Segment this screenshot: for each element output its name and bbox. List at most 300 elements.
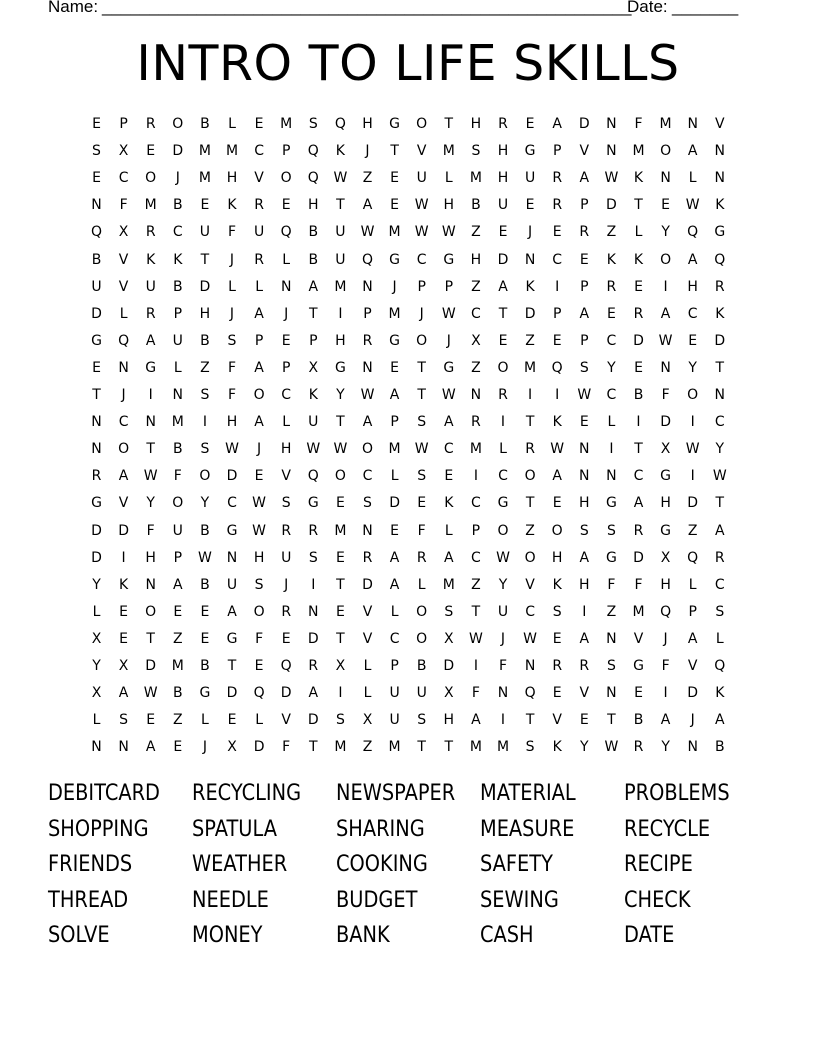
grid-letter[interactable]: R xyxy=(362,549,373,566)
grid-letter[interactable]: S xyxy=(335,712,345,729)
grid-letter[interactable]: H xyxy=(443,712,455,729)
grid-letter[interactable]: U xyxy=(226,576,238,593)
grid-letter[interactable]: J xyxy=(284,576,289,593)
grid-letter[interactable]: T xyxy=(715,495,725,512)
grid-letter[interactable]: D xyxy=(633,549,644,566)
grid-letter[interactable]: A xyxy=(579,170,590,187)
grid-letter[interactable]: X xyxy=(91,685,102,702)
grid-letter[interactable]: N xyxy=(660,170,671,187)
grid-letter[interactable]: C xyxy=(172,224,183,241)
grid-letter[interactable]: P xyxy=(254,332,264,349)
grid-letter[interactable]: E xyxy=(281,332,291,349)
grid-letter[interactable]: Z xyxy=(362,170,373,187)
grid-letter[interactable]: O xyxy=(145,170,157,187)
grid-letter[interactable]: T xyxy=(525,414,535,431)
grid-letter[interactable]: P xyxy=(417,278,426,295)
grid-letter[interactable]: K xyxy=(715,685,725,702)
grid-letter[interactable]: J xyxy=(257,441,262,458)
grid-letter[interactable]: E xyxy=(281,197,291,214)
grid-letter[interactable]: W xyxy=(360,224,375,241)
grid-letter[interactable]: I xyxy=(500,414,506,431)
grid-letter[interactable]: L xyxy=(228,278,236,295)
grid-letter[interactable]: D xyxy=(118,522,129,539)
grid-letter[interactable]: U xyxy=(308,414,319,431)
grid-letter[interactable]: L xyxy=(607,414,616,431)
grid-letter[interactable]: F xyxy=(282,739,291,756)
grid-letter[interactable]: H xyxy=(253,549,265,566)
grid-letter[interactable]: H xyxy=(687,278,698,295)
grid-letter[interactable]: A xyxy=(687,143,698,160)
grid-letter[interactable]: M xyxy=(334,739,347,756)
grid-letter[interactable]: U xyxy=(524,170,536,187)
grid-letter[interactable]: L xyxy=(282,251,291,268)
grid-letter[interactable]: Y xyxy=(336,387,345,403)
grid-letter[interactable]: O xyxy=(687,387,699,403)
grid-letter[interactable]: S xyxy=(254,576,264,593)
grid-letter[interactable]: R xyxy=(552,170,563,187)
grid-letter[interactable]: R xyxy=(308,658,319,674)
grid-letter[interactable]: P xyxy=(580,197,589,214)
grid-letter[interactable]: P xyxy=(281,143,291,160)
grid-letter[interactable]: C xyxy=(714,414,725,431)
grid-letter[interactable]: J xyxy=(202,739,207,756)
grid-letter[interactable]: U xyxy=(416,170,427,187)
grid-letter[interactable]: K xyxy=(633,170,644,187)
grid-letter[interactable]: E xyxy=(634,685,643,702)
grid-letter[interactable]: L xyxy=(715,630,724,647)
grid-letter[interactable]: B xyxy=(200,576,210,593)
grid-letter[interactable]: C xyxy=(498,468,508,485)
grid-letter[interactable]: J xyxy=(229,305,235,322)
grid-letter[interactable]: R xyxy=(606,278,617,295)
grid-letter[interactable]: E xyxy=(281,630,291,647)
grid-letter[interactable]: G xyxy=(660,468,672,485)
grid-letter[interactable]: I xyxy=(500,712,506,729)
grid-letter[interactable]: P xyxy=(552,143,562,160)
grid-letter[interactable]: W xyxy=(658,332,673,349)
grid-letter[interactable]: O xyxy=(253,387,265,403)
grid-letter[interactable]: F xyxy=(119,197,128,214)
grid-letter[interactable]: K xyxy=(308,387,318,403)
grid-letter[interactable]: A xyxy=(389,549,400,566)
grid-letter[interactable]: Q xyxy=(253,685,265,702)
grid-letter[interactable]: N xyxy=(172,387,184,403)
grid-letter[interactable]: F xyxy=(661,658,670,674)
grid-letter[interactable]: T xyxy=(146,630,155,647)
grid-letter[interactable]: A xyxy=(362,414,373,431)
grid-letter[interactable]: C xyxy=(281,387,292,403)
grid-letter[interactable]: P xyxy=(119,116,128,132)
grid-letter[interactable]: Y xyxy=(92,576,101,593)
grid-letter[interactable]: R xyxy=(579,658,590,674)
grid-letter[interactable]: I xyxy=(338,685,343,702)
grid-letter[interactable]: F xyxy=(227,359,237,376)
grid-letter[interactable]: N xyxy=(91,414,102,431)
grid-letter[interactable]: A xyxy=(715,712,725,729)
grid-letter[interactable]: U xyxy=(172,522,183,539)
grid-letter[interactable]: S xyxy=(471,143,481,160)
grid-letter[interactable]: N xyxy=(145,576,156,593)
grid-letter[interactable]: D xyxy=(389,495,400,512)
grid-letter[interactable]: W xyxy=(414,224,429,241)
grid-letter[interactable]: N xyxy=(226,549,238,566)
grid-letter[interactable]: Y xyxy=(580,739,589,756)
grid-letter[interactable]: C xyxy=(254,143,264,160)
grid-letter[interactable]: W xyxy=(252,495,267,512)
grid-letter[interactable]: U xyxy=(497,197,509,214)
grid-letter[interactable]: Z xyxy=(362,739,373,756)
grid-letter[interactable]: D xyxy=(714,332,726,349)
grid-letter[interactable]: M xyxy=(496,739,510,756)
grid-letter[interactable]: I xyxy=(555,387,560,403)
grid-letter[interactable]: T xyxy=(417,359,426,376)
grid-letter[interactable]: E xyxy=(634,278,643,295)
grid-letter[interactable]: W xyxy=(414,197,429,214)
grid-letter[interactable]: Q xyxy=(714,658,726,674)
grid-letter[interactable]: T xyxy=(525,712,535,729)
grid-letter[interactable]: N xyxy=(308,603,319,620)
grid-letter[interactable]: Z xyxy=(525,522,535,539)
grid-letter[interactable]: W xyxy=(577,387,592,403)
grid-letter[interactable]: V xyxy=(579,685,590,702)
grid-letter[interactable]: W xyxy=(143,685,158,702)
grid-letter[interactable]: M xyxy=(659,116,672,132)
grid-letter[interactable]: L xyxy=(444,170,453,187)
grid-letter[interactable]: L xyxy=(390,603,399,620)
grid-letter[interactable]: I xyxy=(690,414,695,431)
grid-letter[interactable]: H xyxy=(145,549,156,566)
grid-letter[interactable]: N xyxy=(687,739,698,756)
grid-letter[interactable]: D xyxy=(443,658,455,674)
grid-letter[interactable]: E xyxy=(552,685,562,702)
grid-letter[interactable]: Q xyxy=(118,332,130,349)
grid-letter[interactable]: C xyxy=(606,332,617,349)
grid-letter[interactable]: G xyxy=(389,251,401,268)
grid-letter[interactable]: O xyxy=(361,441,374,458)
grid-letter[interactable]: C xyxy=(416,251,427,268)
grid-letter[interactable]: P xyxy=(580,332,589,349)
grid-letter[interactable]: D xyxy=(91,305,102,322)
grid-letter[interactable]: D xyxy=(687,685,699,702)
grid-letter[interactable]: D xyxy=(199,278,211,295)
grid-letter[interactable]: H xyxy=(308,197,319,214)
grid-letter[interactable]: C xyxy=(118,414,129,431)
grid-letter[interactable]: A xyxy=(308,278,319,295)
grid-letter[interactable]: T xyxy=(336,630,345,647)
grid-letter[interactable]: S xyxy=(444,603,454,620)
grid-letter[interactable]: X xyxy=(660,549,671,566)
grid-letter[interactable]: Q xyxy=(280,658,292,674)
grid-letter[interactable]: C xyxy=(471,305,481,322)
grid-letter[interactable]: W xyxy=(604,170,619,187)
grid-letter[interactable]: D xyxy=(172,143,184,160)
grid-letter[interactable]: G xyxy=(605,549,617,566)
grid-letter[interactable]: A xyxy=(118,468,129,485)
grid-letter[interactable]: W xyxy=(468,630,483,647)
grid-letter[interactable]: V xyxy=(579,143,590,160)
grid-letter[interactable]: C xyxy=(633,468,644,485)
grid-letter[interactable]: O xyxy=(551,522,563,539)
grid-letter[interactable]: F xyxy=(417,522,426,539)
grid-letter[interactable]: R xyxy=(145,224,156,241)
grid-letter[interactable]: E xyxy=(92,170,101,187)
grid-letter[interactable]: A xyxy=(660,712,671,729)
grid-letter[interactable]: Q xyxy=(90,224,103,241)
grid-letter[interactable]: V xyxy=(525,576,535,593)
grid-letter[interactable]: X xyxy=(444,630,454,647)
grid-letter[interactable]: V xyxy=(281,712,291,729)
grid-letter[interactable]: J xyxy=(690,712,695,729)
grid-letter[interactable]: E xyxy=(119,630,129,647)
grid-letter[interactable]: R xyxy=(416,549,427,566)
grid-letter[interactable]: M xyxy=(524,359,537,376)
grid-letter[interactable]: V xyxy=(687,658,698,674)
grid-letter[interactable]: T xyxy=(715,359,725,376)
grid-letter[interactable]: T xyxy=(92,387,101,403)
grid-letter[interactable]: J xyxy=(365,143,370,160)
grid-letter[interactable]: H xyxy=(660,495,671,512)
grid-letter[interactable]: J xyxy=(284,305,289,322)
grid-letter[interactable]: O xyxy=(118,441,130,458)
grid-letter[interactable]: D xyxy=(497,251,509,268)
date-field-blank[interactable]: _______ xyxy=(672,0,739,16)
grid-letter[interactable]: C xyxy=(443,441,454,458)
grid-letter[interactable]: R xyxy=(633,739,644,756)
grid-letter[interactable]: B xyxy=(172,197,183,214)
grid-letter[interactable]: G xyxy=(605,495,617,512)
grid-letter[interactable]: M xyxy=(198,170,211,187)
grid-letter[interactable]: G xyxy=(389,116,401,132)
grid-letter[interactable]: N xyxy=(687,116,698,132)
grid-letter[interactable]: L xyxy=(363,658,372,674)
grid-letter[interactable]: E xyxy=(92,116,101,132)
grid-letter[interactable]: P xyxy=(390,414,399,431)
grid-letter[interactable]: A xyxy=(715,522,725,539)
grid-letter[interactable]: K xyxy=(335,143,345,160)
grid-letter[interactable]: B xyxy=(172,278,183,295)
grid-letter[interactable]: Z xyxy=(471,576,481,593)
grid-letter[interactable]: R xyxy=(145,305,156,322)
grid-letter[interactable]: F xyxy=(634,576,643,593)
grid-letter[interactable]: G xyxy=(633,658,644,674)
grid-letter[interactable]: E xyxy=(390,359,400,376)
grid-letter[interactable]: M xyxy=(171,658,184,674)
grid-letter[interactable]: I xyxy=(202,414,207,431)
grid-letter[interactable]: E xyxy=(227,712,237,729)
grid-letter[interactable]: T xyxy=(634,197,643,214)
grid-letter[interactable]: R xyxy=(471,414,481,431)
grid-letter[interactable]: E xyxy=(390,522,400,539)
grid-letter[interactable]: E xyxy=(552,630,562,647)
grid-letter[interactable]: A xyxy=(687,630,698,647)
grid-letter[interactable]: T xyxy=(309,305,318,322)
grid-letter[interactable]: O xyxy=(660,251,672,268)
grid-letter[interactable]: L xyxy=(363,685,372,702)
grid-letter[interactable]: A xyxy=(254,305,264,322)
grid-letter[interactable]: M xyxy=(280,116,293,132)
grid-letter[interactable]: Q xyxy=(334,116,346,132)
grid-letter[interactable]: N xyxy=(579,468,590,485)
grid-letter[interactable]: Z xyxy=(200,359,210,376)
grid-letter[interactable]: E xyxy=(552,224,562,241)
grid-letter[interactable]: M xyxy=(198,143,211,160)
grid-letter[interactable]: R xyxy=(254,251,264,268)
grid-letter[interactable]: L xyxy=(634,224,643,241)
grid-letter[interactable]: L xyxy=(255,278,263,295)
grid-letter[interactable]: F xyxy=(227,224,237,241)
grid-letter[interactable]: D xyxy=(226,468,238,485)
grid-letter[interactable]: N xyxy=(280,278,292,295)
grid-letter[interactable]: V xyxy=(715,116,725,132)
grid-letter[interactable]: E xyxy=(254,658,264,674)
grid-letter[interactable]: L xyxy=(200,712,209,729)
grid-letter[interactable]: G xyxy=(497,495,509,512)
grid-letter[interactable]: R xyxy=(714,278,725,295)
grid-letter[interactable]: Z xyxy=(471,278,481,295)
grid-letter[interactable]: P xyxy=(390,658,399,674)
grid-letter[interactable]: D xyxy=(145,658,157,674)
grid-letter[interactable]: O xyxy=(280,170,292,187)
grid-letter[interactable]: T xyxy=(634,441,643,458)
grid-letter[interactable]: P xyxy=(471,522,481,539)
grid-letter[interactable]: G xyxy=(443,359,455,376)
grid-letter[interactable]: X xyxy=(118,658,129,674)
grid-letter[interactable]: S xyxy=(281,495,291,512)
grid-letter[interactable]: Q xyxy=(660,603,672,620)
grid-letter[interactable]: E xyxy=(173,603,183,620)
grid-letter[interactable]: H xyxy=(362,116,373,132)
grid-letter[interactable]: Y xyxy=(92,658,101,674)
grid-letter[interactable]: O xyxy=(253,603,265,620)
grid-letter[interactable]: R xyxy=(362,332,373,349)
grid-letter[interactable]: K xyxy=(715,197,725,214)
grid-letter[interactable]: D xyxy=(633,332,644,349)
grid-letter[interactable]: P xyxy=(552,305,562,322)
grid-letter[interactable]: S xyxy=(525,739,535,756)
grid-letter[interactable]: K xyxy=(525,278,535,295)
grid-letter[interactable]: Q xyxy=(307,170,319,187)
grid-letter[interactable]: R xyxy=(633,522,644,539)
grid-letter[interactable]: W xyxy=(604,739,619,756)
grid-letter[interactable]: T xyxy=(444,739,454,756)
grid-letter[interactable]: I xyxy=(609,441,614,458)
grid-letter[interactable]: L xyxy=(444,522,453,539)
grid-letter[interactable]: U xyxy=(335,251,346,268)
grid-letter[interactable]: T xyxy=(309,739,318,756)
grid-letter[interactable]: S xyxy=(308,549,318,566)
grid-letter[interactable]: P xyxy=(688,603,697,620)
grid-letter[interactable]: H xyxy=(226,170,238,187)
grid-letter[interactable]: Y xyxy=(607,359,616,376)
grid-letter[interactable]: F xyxy=(146,522,155,539)
grid-letter[interactable]: U xyxy=(91,278,102,295)
grid-letter[interactable]: Z xyxy=(606,224,617,241)
grid-letter[interactable]: M xyxy=(388,739,401,756)
grid-letter[interactable]: A xyxy=(687,251,698,268)
grid-letter[interactable]: G xyxy=(443,251,455,268)
grid-letter[interactable]: P xyxy=(173,305,183,322)
grid-letter[interactable]: T xyxy=(498,305,508,322)
grid-letter[interactable]: V xyxy=(362,603,373,620)
grid-letter[interactable]: Q xyxy=(714,251,726,268)
grid-letter[interactable]: S xyxy=(200,441,210,458)
grid-letter[interactable]: F xyxy=(661,387,670,403)
grid-letter[interactable]: V xyxy=(362,630,373,647)
grid-letter[interactable]: G xyxy=(145,359,157,376)
grid-letter[interactable]: L xyxy=(499,441,507,458)
grid-letter[interactable]: W xyxy=(252,522,267,539)
grid-letter[interactable]: P xyxy=(580,278,589,295)
grid-letter[interactable]: T xyxy=(146,441,155,458)
grid-letter[interactable]: I xyxy=(582,603,587,620)
grid-letter[interactable]: G xyxy=(389,332,401,349)
grid-letter[interactable]: N xyxy=(524,251,536,268)
grid-letter[interactable]: S xyxy=(579,359,589,376)
grid-letter[interactable]: M xyxy=(632,143,645,160)
grid-letter[interactable]: K xyxy=(552,739,562,756)
grid-letter[interactable]: W xyxy=(143,468,158,485)
grid-letter[interactable]: J xyxy=(175,170,180,187)
grid-letter[interactable]: O xyxy=(416,630,428,647)
grid-letter[interactable]: E xyxy=(525,116,535,132)
grid-letter[interactable]: W xyxy=(550,441,565,458)
grid-letter[interactable]: E xyxy=(525,197,535,214)
grid-letter[interactable]: I xyxy=(528,387,533,403)
grid-letter[interactable]: M xyxy=(334,522,347,539)
grid-letter[interactable]: O xyxy=(416,332,428,349)
grid-letter[interactable]: T xyxy=(607,712,616,729)
grid-letter[interactable]: O xyxy=(199,468,211,485)
grid-letter[interactable]: H xyxy=(579,495,590,512)
grid-letter[interactable]: S xyxy=(119,712,129,729)
grid-letter[interactable]: Q xyxy=(280,224,292,241)
grid-letter[interactable]: W xyxy=(414,441,429,458)
grid-letter[interactable]: Y xyxy=(715,441,725,458)
grid-letter[interactable]: V xyxy=(118,278,129,295)
grid-letter[interactable]: N xyxy=(91,441,102,458)
grid-letter[interactable]: A xyxy=(389,576,400,593)
grid-letter[interactable]: D xyxy=(524,305,536,322)
grid-letter[interactable]: B xyxy=(200,522,210,539)
grid-letter[interactable]: V xyxy=(281,468,291,485)
grid-letter[interactable]: A xyxy=(118,685,129,702)
grid-letter[interactable]: A xyxy=(552,116,562,132)
grid-letter[interactable]: I xyxy=(338,305,343,322)
grid-letter[interactable]: I xyxy=(663,278,668,295)
grid-letter[interactable]: X xyxy=(444,685,454,702)
grid-letter[interactable]: N xyxy=(579,441,590,458)
grid-letter[interactable]: R xyxy=(281,603,292,620)
grid-letter[interactable]: H xyxy=(470,116,482,132)
grid-letter[interactable]: D xyxy=(91,522,102,539)
grid-letter[interactable]: K xyxy=(173,251,183,268)
grid-letter[interactable]: Q xyxy=(551,359,563,376)
grid-letter[interactable]: T xyxy=(417,739,426,756)
grid-letter[interactable]: Q xyxy=(524,685,536,702)
grid-letter[interactable]: Q xyxy=(687,549,699,566)
grid-letter[interactable]: V xyxy=(416,143,427,160)
grid-letter[interactable]: A xyxy=(254,414,264,431)
grid-letter[interactable]: G xyxy=(524,143,536,160)
grid-letter[interactable]: K xyxy=(552,414,562,431)
grid-letter[interactable]: E xyxy=(579,251,589,268)
grid-letter[interactable]: I xyxy=(690,468,695,485)
grid-letter[interactable]: U xyxy=(389,685,400,702)
grid-letter[interactable]: J xyxy=(419,305,424,322)
grid-letter[interactable]: U xyxy=(389,712,400,729)
grid-letter[interactable]: E xyxy=(606,305,616,322)
grid-letter[interactable]: S xyxy=(579,522,589,539)
